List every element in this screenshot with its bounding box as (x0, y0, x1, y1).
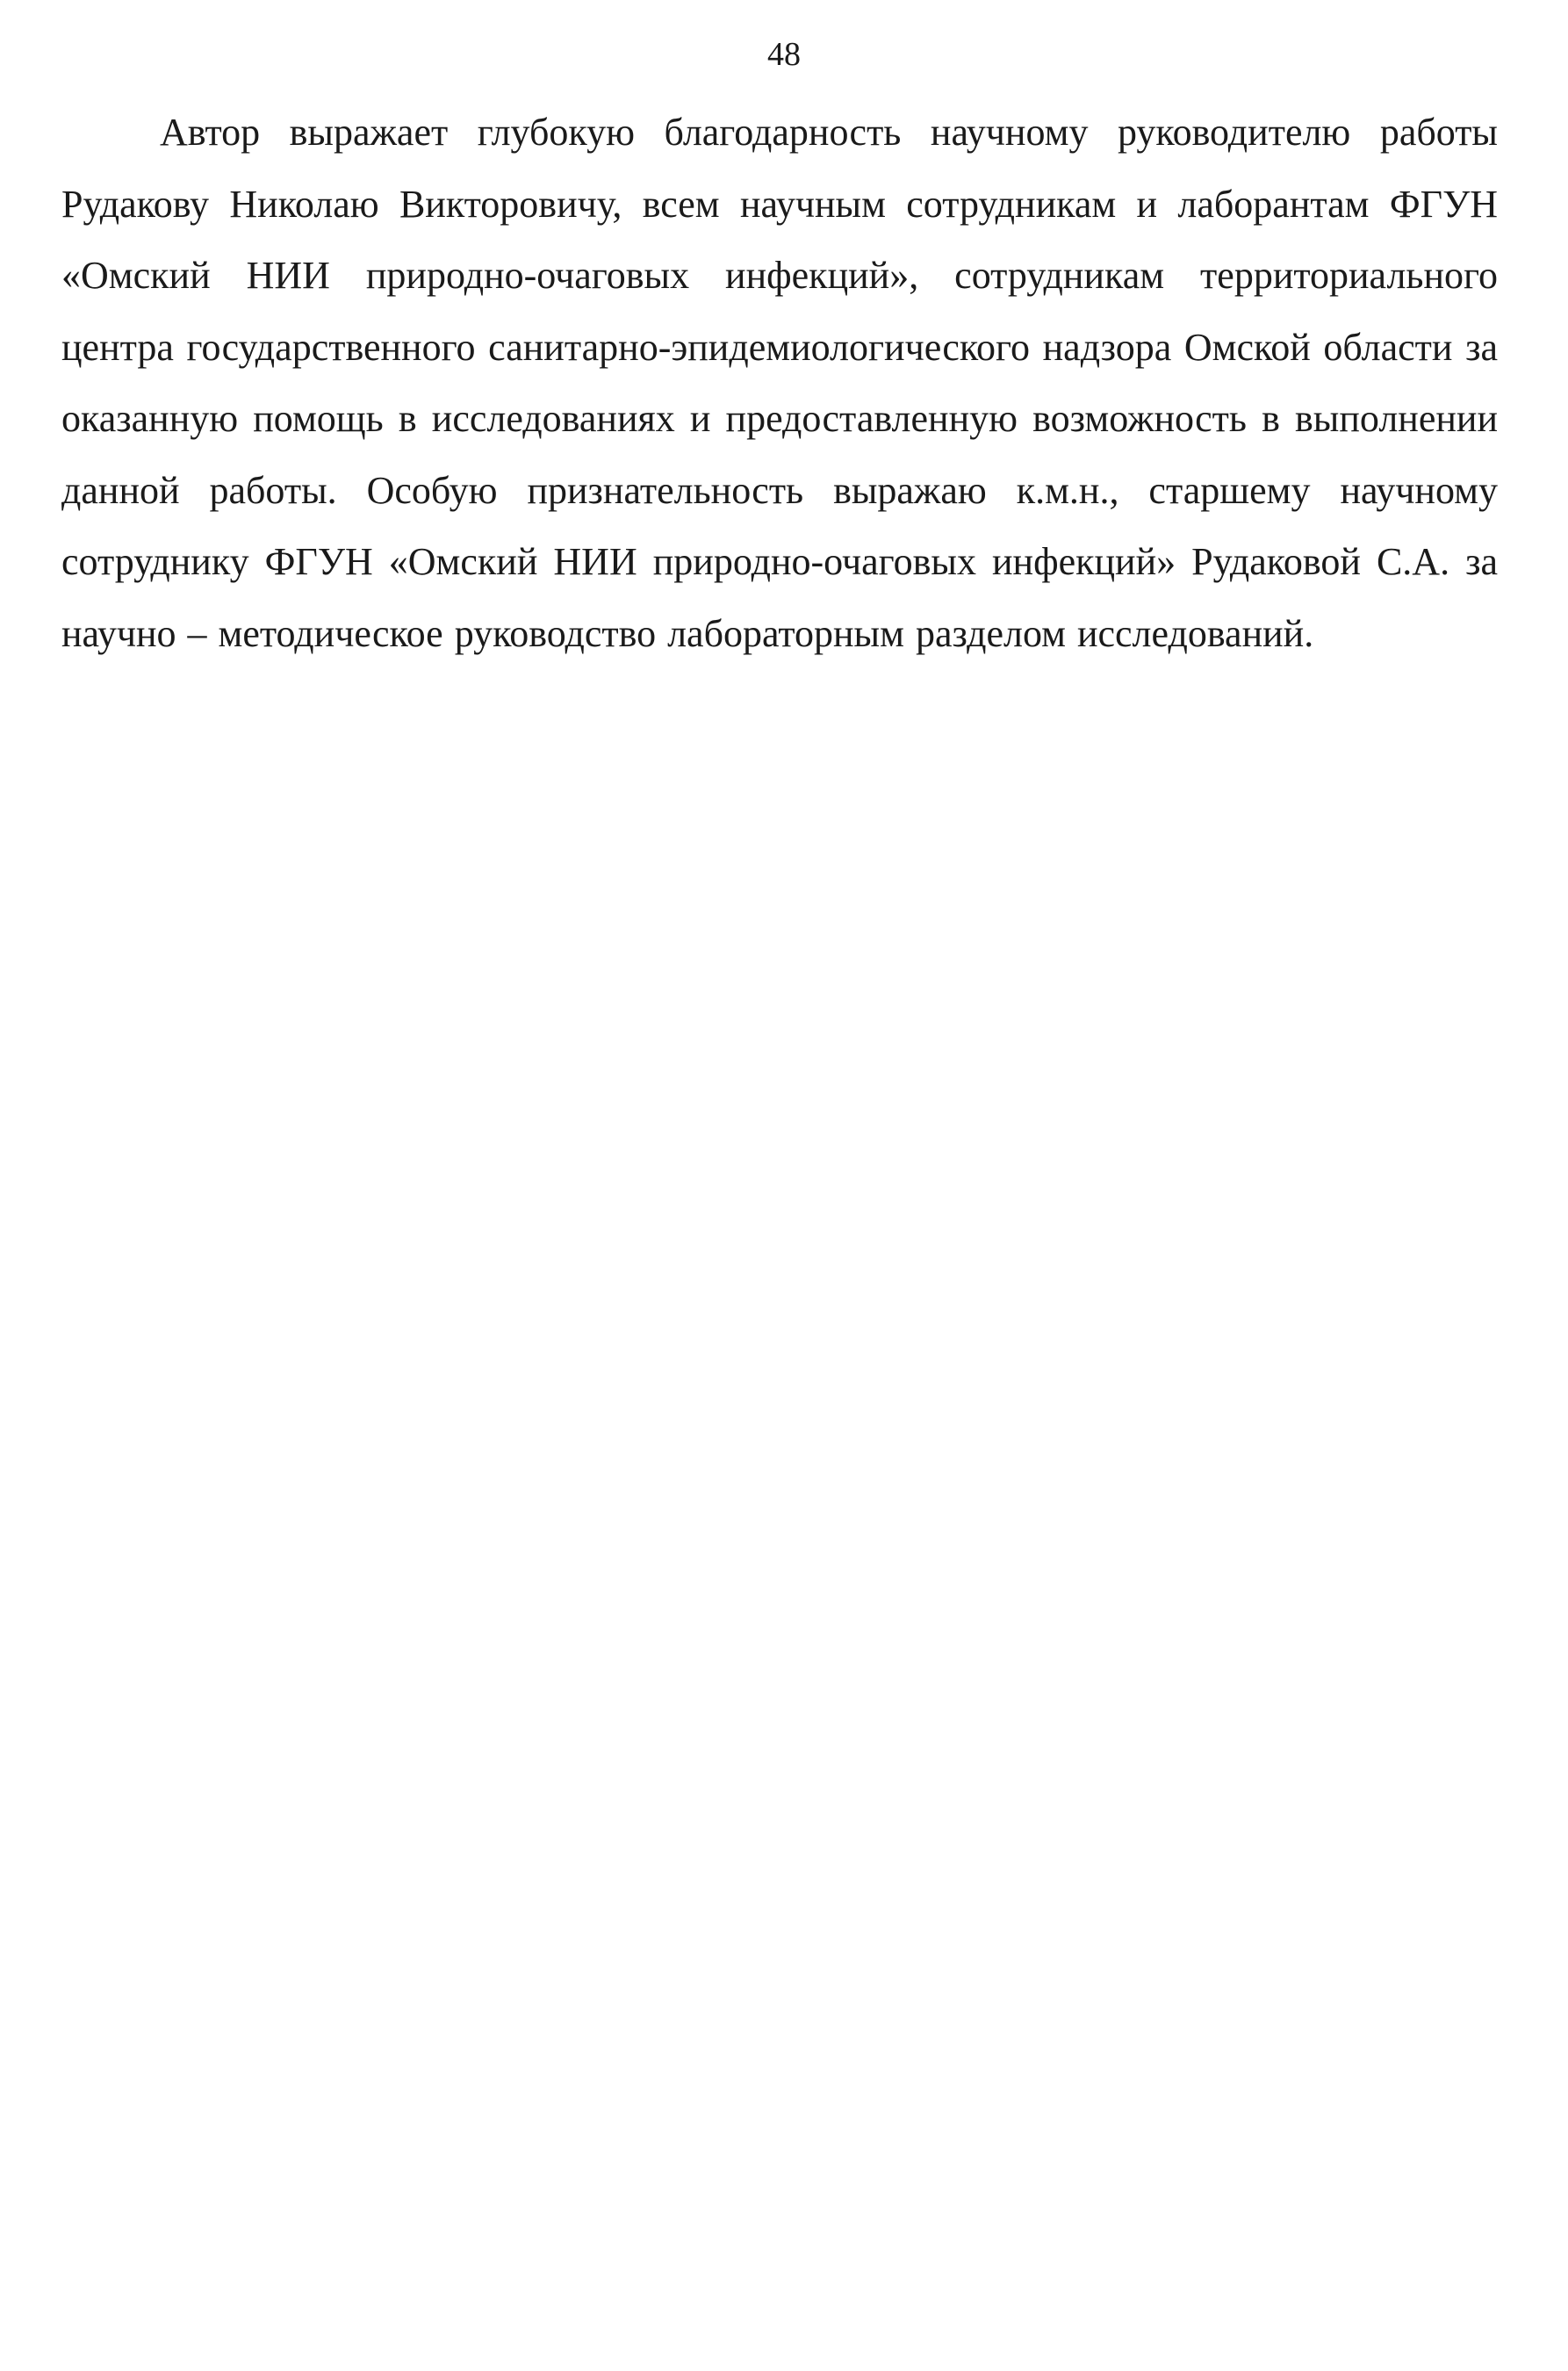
acknowledgement-paragraph: Автор выражает глубокую благодарность научному руководителю работы Рудакову Николаю Викторовичу, всем научным сотрудникам и лаборантам ФГУН «Омский НИИ природно-очаговых инфекций», сотрудникам территориального центра государственного санитарно-эпидемиологического надзора Омской области за оказанную помощь в исследованиях и предоставленную возможность в выполнении данной работы. Особую признательность выражаю к.м.н., старшему научному сотруднику ФГУН «Омский НИИ природно-очаговых инфекций» Рудаковой С.А. за научно – методическое руководство лабораторным разделом исследований. (61, 111, 1498, 655)
page-number: 48 (767, 36, 801, 73)
